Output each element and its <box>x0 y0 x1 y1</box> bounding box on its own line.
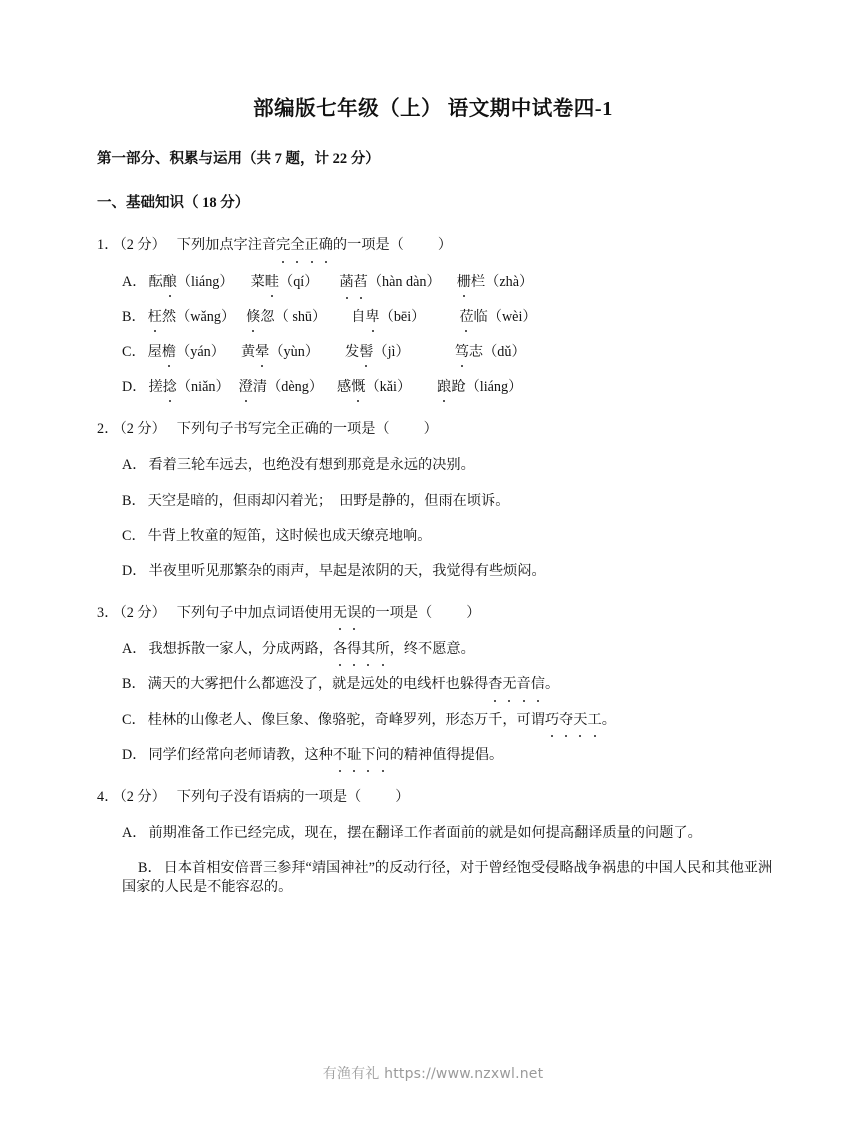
pinyin-item: 菡萏 （hàn dàn） <box>339 273 440 292</box>
question-1-stem-pre: 下列加点字注音 <box>176 237 277 254</box>
option-label: C． <box>122 527 146 544</box>
question-3-stem-post: 的一项是（ <box>361 605 433 622</box>
question-1 <box>0 212 866 397</box>
option-text: 半夜里听见那繁杂的雨声，早起是浓阴的天，我觉得有些烦闷。 <box>148 562 546 579</box>
option-text-post: 。 <box>544 676 560 693</box>
question-1-option-c[interactable] <box>97 327 782 362</box>
question-3-stem-pre: 下列句子中加点词语使用 <box>176 605 333 622</box>
question-2-stem <box>97 420 782 439</box>
question-1-option-d[interactable] <box>97 362 782 397</box>
question-1-option-a[interactable] <box>97 256 782 292</box>
pinyin-item: 枉然（wǎng） <box>148 308 236 327</box>
option-text-post: 的精神值得提倡。 <box>389 746 504 763</box>
option-label: D． <box>122 746 147 763</box>
option-emphasis: 巧夺天工 <box>545 711 602 730</box>
pinyin-item: 屋檐（yán） <box>148 343 225 362</box>
question-2-stem-text: 下列句子书写完全正确的一项是（ <box>176 421 390 438</box>
question-2-option-c[interactable] <box>97 511 782 546</box>
option-text: 前期准备工作已经完成，现在，摆在翻译工作者面前的就是如何提高翻译质量的问题了。 <box>148 825 702 842</box>
question-4-points: （2 分） <box>119 788 166 805</box>
option-text: 日本首相安倍晋三参拜“靖国神社”的反动行径，对于曾经饱受侵略战争祸患的中国人民和其他亚洲国家的人民是不能容忍的。 <box>122 860 773 896</box>
question-4-stem-close: ） <box>395 788 410 805</box>
section-heading: 一、基础知识（ 18 分） <box>97 194 250 211</box>
option-text: 看着三轮车远去，也绝没有想到那竟是永远的决别。 <box>148 457 475 474</box>
option-emphasis: 各得其所 <box>333 640 390 659</box>
option-text-post: ，终不愿意。 <box>389 641 475 658</box>
pinyin-item: 栅栏（zhà） <box>457 273 533 292</box>
question-3-option-a[interactable] <box>97 623 782 659</box>
question-4-option-b[interactable] <box>97 843 782 897</box>
pinyin-item: 酝酿（liáng） <box>148 273 233 292</box>
page-title: 部编版七年级（上） 语文期中试卷四-1 <box>253 98 613 120</box>
question-3-option-c[interactable] <box>97 695 782 730</box>
question-3-stem-close: ） <box>466 605 481 622</box>
option-label: B． <box>122 308 146 325</box>
option-text-post: 。 <box>601 711 616 728</box>
question-4 <box>0 765 866 898</box>
option-label: D． <box>122 379 147 396</box>
pinyin-item: 感慨（kǎi） <box>337 378 411 397</box>
question-2-option-a[interactable] <box>97 439 782 475</box>
question-3-number: 3． <box>97 605 119 622</box>
pinyin-item: 澄清（dèng） <box>239 378 323 397</box>
option-label: A． <box>122 641 147 658</box>
question-4-option-a[interactable] <box>97 807 782 843</box>
question-3-points: （2 分） <box>119 605 166 622</box>
question-3-option-b[interactable] <box>97 659 782 694</box>
option-label: A． <box>122 457 147 474</box>
pinyin-item: 踉跄（liáng） <box>437 378 522 397</box>
option-label: B． <box>122 676 146 693</box>
question-1-stem-emphasis: 完全正确 <box>276 236 333 255</box>
question-1-stem-close: ） <box>437 237 453 254</box>
question-3-stem-emphasis: 无误 <box>333 604 361 623</box>
question-1-option-b[interactable] <box>97 292 782 327</box>
question-2-option-b[interactable] <box>97 476 782 511</box>
part-heading: 第一部分、积累与运用（共 7 题，计 22 分） <box>97 150 380 167</box>
option-text-pre: 我想拆散一家人，分成两路， <box>148 641 333 658</box>
question-3-stem <box>97 604 782 623</box>
question-2-points: （2 分） <box>119 421 166 438</box>
option-text: 牛背上牧童的短笛，这时候也成天缭亮地响。 <box>147 527 432 544</box>
option-text-pre: 桂林的山像老人、像巨象、像骆驼，奇峰罗列，形态万千，可谓 <box>147 711 545 728</box>
question-1-stem <box>97 236 782 255</box>
question-1-stem-post: 的一项是（ <box>332 237 404 254</box>
question-3 <box>0 581 866 765</box>
pinyin-item: 菜畦（qí） <box>251 273 319 292</box>
pinyin-item: 倏忽（ shū） <box>246 308 326 327</box>
option-label: C． <box>122 711 146 728</box>
pinyin-item: 笃志（dǔ） <box>455 343 526 362</box>
option-label: A． <box>122 273 147 290</box>
question-2-option-d[interactable] <box>97 546 782 581</box>
question-2-stem-close: ） <box>423 421 439 438</box>
option-label: D． <box>122 562 147 579</box>
option-text: 天空是暗的，但雨却闪着光； 田野是静的，但雨在顷诉。 <box>147 492 510 509</box>
question-2 <box>0 397 866 581</box>
pinyin-item: 发髻（jì） <box>345 343 410 362</box>
question-4-stem <box>97 788 782 807</box>
option-emphasis: 不耻下问 <box>333 746 390 765</box>
pinyin-item: 搓捻（niǎn） <box>148 378 229 397</box>
option-label: A． <box>122 825 147 842</box>
question-3-option-d[interactable] <box>97 730 782 765</box>
question-4-number: 4． <box>97 788 119 805</box>
pinyin-item: 莅临（wèi） <box>459 308 536 327</box>
question-1-points: （2 分） <box>119 237 166 254</box>
pinyin-item: 黄晕（yùn） <box>241 343 319 362</box>
option-label: C． <box>122 343 146 360</box>
option-text-pre: 满天的大雾把什么都遮没了，就是远处的电线杆也躲得 <box>147 676 489 693</box>
question-1-number: 1． <box>97 237 119 254</box>
option-label: B． <box>122 492 146 509</box>
footer-watermark: 有渔有礼 https://www.nzxwl.net <box>322 1066 544 1082</box>
option-emphasis: 杳无音信 <box>488 675 545 694</box>
option-label: B． <box>138 860 162 877</box>
question-2-number: 2． <box>97 421 119 438</box>
option-text-pre: 同学们经常向老师请教，这种 <box>148 746 333 763</box>
pinyin-item: 自卑（bēi） <box>351 308 425 327</box>
question-4-stem-text: 下列句子没有语病的一项是（ <box>176 788 362 805</box>
